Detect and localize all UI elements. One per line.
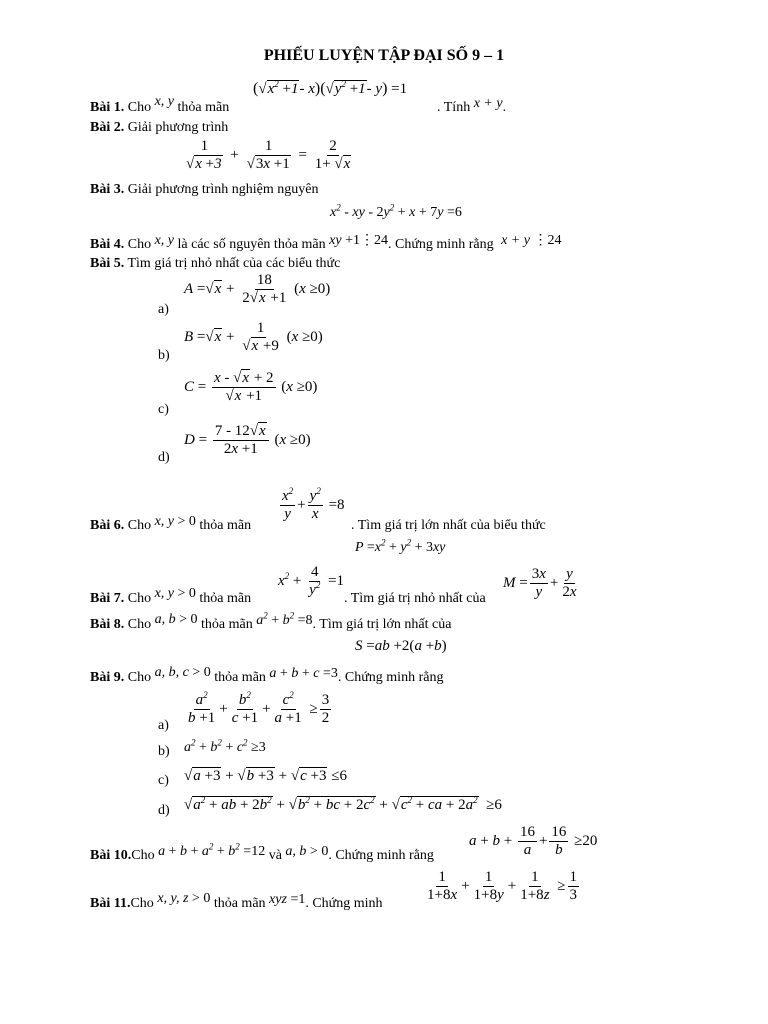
cho-text: Cho (127, 591, 152, 606)
b9-end-text: . Chứng minh rằng (337, 670, 444, 685)
b1-tail: . Tính x + y. (437, 96, 507, 115)
b5-label: Bài 5. (90, 256, 125, 271)
b6-label: Bài 6. (90, 518, 125, 533)
cho-text: Cho (127, 100, 152, 115)
b4-mid-text: là các số nguyên thỏa mãn (177, 237, 326, 252)
cho-text: Cho (127, 617, 152, 632)
b1-condition-formula: ($√x^2 +1-$ $x)(√y^2 +1-$ y) =1 (253, 79, 408, 97)
thoa-man-text: thỏa mãn (214, 670, 266, 685)
b5b-marker: b) (158, 348, 170, 363)
b4-label: Bài 4. (90, 237, 125, 252)
thoa-man-text: thỏa mãn (200, 617, 253, 632)
b5a-expression: A =√x + $\frac{18}{2√x +1}$ (x ≥0) (184, 272, 331, 306)
b2-equation: $\frac{1}{√x +3}$ + $\frac{1}{√3x +1}$ = $\frac{2}{1+ √x}$ (186, 138, 351, 172)
b9c-expression: √a +3 + √b +3 + √c +3 ≤6 (184, 768, 347, 784)
b1-label: Bài 1. (90, 100, 125, 115)
b5c-expression: C = $\frac{x - √x + 2}{√x +1}$ (x ≥0) (184, 370, 318, 404)
b5-line (90, 256, 340, 272)
thoa-man-text: thỏa mãn (199, 518, 252, 533)
b5c-marker: c) (158, 402, 169, 417)
b9-line: Bài 9. Cho a, b, c > 0 thỏa mãn a + b + c =3. Chứng minh rằng (90, 665, 444, 685)
b5b-expression: B =√x + $\frac{1}{√x +9}$ (x ≥0) (184, 320, 323, 354)
b1-line: Bài 1. Cho x, y thỏa mãn (90, 94, 230, 115)
b8-expression: S =ab +2(a +b) (355, 638, 447, 654)
b9d-marker: d) (158, 803, 170, 818)
b6-condition-formula: $\frac{x^2}{y}$ + $\frac{y^2}{x}$ =8 (282, 486, 345, 522)
cho-text: Cho (130, 896, 154, 911)
b2-line (90, 120, 228, 136)
b10-line: Bài 10.Cho $a + b + a^2 + b^2 =12$ và a, b > 0. Chứng minh rằng (90, 841, 434, 863)
b9c-marker: c) (158, 773, 169, 788)
b5d-expression: D = $\frac{7 - 12√x}{2x +1}$ (x ≥0) (184, 423, 311, 457)
cho-text: Cho (127, 670, 152, 685)
b7-line: Bài 7. Cho x, y > 0 thỏa mãn (90, 586, 252, 606)
b3-text: Giải phương trình nghiệm nguyên (127, 182, 319, 197)
cho-text: Cho (127, 518, 152, 533)
b2-label: Bài 2. (90, 120, 125, 135)
thoa-man-text: thỏa mãn (177, 100, 230, 115)
b9a-marker: a) (158, 718, 169, 733)
b10-va-text: và (268, 848, 282, 863)
b11-inequality: $\frac{1}{1+8x}$ + $\frac{1}{1+8y}$ + $\frac{1}{1+8z}$ ≥ $\frac{1}{3}$ (427, 869, 578, 903)
b3-label: Bài 3. (90, 182, 125, 197)
b9a-expression: $\frac{a^2}{b +1}$ + $\frac{b^2}{c +1}$ + $\frac{c^2}{a +1}$ ≥ $\frac{3}{2}$ (188, 690, 330, 726)
b9b-expression: $a^2 + b^2 + c^2 \ge 3$ (184, 737, 266, 755)
b3-line (90, 182, 318, 198)
b11-label: Bài 11. (90, 896, 131, 911)
b7-label: Bài 7. (90, 591, 125, 606)
b5d-marker: d) (158, 450, 170, 465)
cho-text: Cho (131, 848, 155, 863)
worksheet-title: PHIẾU LUYỆN TẬP ĐẠI SỐ 9 – 1 (263, 47, 505, 64)
b9b-marker: b) (158, 744, 170, 759)
cho-text: Cho (127, 237, 152, 252)
b10-end-text: . Chứng minh rằng (328, 848, 434, 863)
b11-end-text: . Chứng minh (305, 896, 383, 911)
b6-expression: $P =x^2 + y^2 + 3xy$ (355, 537, 446, 555)
b9d-expression: $√a^2$ + ab + $2b^2 + √b^2$ + bc + $2c^2 + √c^2$ + ca + $2a^2 \ge 6$ (184, 795, 502, 813)
b4-line: Bài 4. Cho x, y là các số nguyên thỏa mãn xy +1⋮24. Chứng minh rằng x + y ⋮24 (90, 233, 562, 252)
b9-label: Bài 9. (90, 670, 125, 685)
b8-end-text: . Tìm giá trị lớn nhất của (312, 617, 452, 632)
b8-line: Bài 8. Cho a, b > 0 thỏa mãn $a^2 + b^2 =8$. Tìm giá trị lớn nhất của (90, 610, 452, 632)
b5a-marker: a) (158, 302, 169, 317)
b7-end-text: . Tìm giá trị nhỏ nhất của (344, 591, 486, 606)
b6-end-text: . Tìm giá trị lớn nhất của biểu thức (351, 518, 546, 533)
b2-text: Giải phương trình (127, 120, 229, 135)
b7-condition-formula: $x^2$ + $\frac{4}{y^2}$ =1 (278, 564, 345, 598)
b7-expression: M = $\frac{3x}{y}$ + $\frac{y}{2x}$ (503, 566, 577, 600)
b10-label: Bài 10. (90, 848, 132, 863)
b8-label: Bài 8. (90, 617, 125, 632)
b10-inequality: a + b + $\frac{16}{a}$ + $\frac{16}{b}$ ≥20 (469, 824, 598, 858)
b5-text: Tìm giá trị nhỏ nhất của các biểu thức (127, 256, 341, 271)
b6-line: Bài 6. Cho x, y > 0 thỏa mãn (90, 514, 252, 533)
thoa-man-text: thỏa mãn (213, 896, 266, 911)
b4-end-text: . Chứng minh rằng (387, 237, 494, 252)
thoa-man-text: thỏa mãn (199, 591, 252, 606)
b3-equation: $x^2$ - xy - $2y^2 + x + 7y =6$ (330, 202, 462, 220)
b11-line: Bài 11.Cho x, y, z > 0 thỏa mãn xyz =1. Chứng minh (90, 891, 383, 911)
b1-tinh-text: . Tính (437, 100, 471, 115)
